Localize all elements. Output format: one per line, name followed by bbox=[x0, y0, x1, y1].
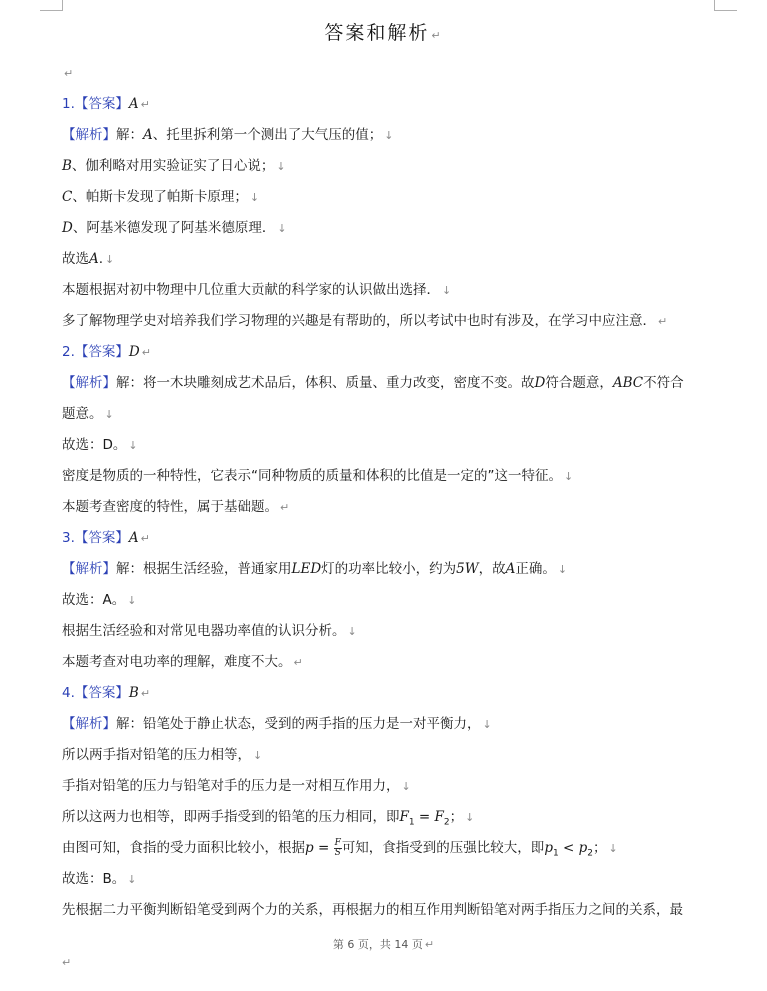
q4-answer-line: 4.【答案】B ↵ bbox=[62, 685, 151, 701]
q4-analysis-line-1: 【解析】解：铅笔处于静止状态，受到的两手指的压力是一对平衡力， ↓ bbox=[62, 716, 492, 732]
document-body bbox=[62, 58, 722, 926]
q2-answer-line: 2.【答案】D ↵ bbox=[62, 344, 151, 360]
q1-choose-line: 故选A. ↓ bbox=[62, 251, 115, 267]
page-corner-mark-right bbox=[714, 0, 737, 11]
q1-analysis-line-4: D、阿基米德发现了阿基米德原理． ↓ bbox=[62, 220, 287, 236]
q2-analysis-line-2: 题意。 ↓ bbox=[62, 406, 114, 422]
q4-analysis-line-2: 所以两手指对铅笔的压力相等， ↓ bbox=[62, 747, 263, 763]
q3-comment-2: 本题考查对电功率的理解，难度不大。 ↵ bbox=[62, 654, 303, 670]
q1-analysis-line-1: 【解析】解：A、托里拆利第一个测出了大气压的值； ↓ bbox=[62, 127, 394, 143]
page-footer: 第 6 页，共 14 页 ↵ bbox=[332, 938, 435, 951]
q3-analysis-line-1: 【解析】解：根据生活经验，普通家用LED灯的功率比较小，约为5W，故A正确。 ↓ bbox=[62, 561, 568, 577]
q3-comment-1: 根据生活经验和对常见电器功率值的认识分析。 ↓ bbox=[62, 623, 357, 639]
q2-analysis-line-1: 【解析】解：将一木块雕刻成艺术品后，体积、质量、重力改变，密度不变。故D符合题意，ABC不符合 bbox=[62, 375, 684, 391]
q2-comment-2: 本题考查密度的特性，属于基础题。 ↵ bbox=[62, 499, 290, 515]
q4-analysis-line-5: 由图可知，食指的受力面积比较小，根据p = $\frac{F}{S}$ 可知，食指受到的压强比较大，即$p_1 < p_2$； ↓ bbox=[62, 837, 618, 859]
q4-analysis-line-3: 手指对铅笔的压力与铅笔对手的压力是一对相互作用力， ↓ bbox=[62, 778, 411, 794]
q1-comment-2: 多了解物理学史对培养我们学习物理的兴趣是有帮助的，所以考试中也时有涉及，在学习中应注意． ↵ bbox=[62, 313, 668, 329]
q4-analysis-line-4: 所以这两力也相等，即两手指受到的铅笔的压力相同，即$F_1 = F_2$； ↓ bbox=[62, 809, 475, 828]
q2-comment-1: 密度是物质的一种特性，它表示“同种物质的质量和体积的比值是一定的”这一特征。 ↓ bbox=[62, 468, 574, 484]
q3-choose-line: 故选：A。 ↓ bbox=[62, 592, 137, 608]
page-corner-mark-left bbox=[40, 0, 63, 11]
q2-choose-line: 故选：D。 ↓ bbox=[62, 437, 138, 453]
page-title: 答案和解析 ↵ bbox=[324, 22, 443, 44]
end-paragraph-mark: ↵ bbox=[62, 956, 72, 969]
q4-comment-1: 先根据二力平衡判断铅笔受到两个力的关系，再根据力的相互作用判断铅笔对两手指压力之间的关系，最 bbox=[62, 902, 683, 918]
pressure-formula-fraction: $\frac{F}{S}$ bbox=[334, 837, 341, 858]
q1-answer-line: 1.【答案】A ↵ bbox=[62, 96, 150, 112]
q1-comment-1: 本题根据对初中物理中几位重大贡献的科学家的认识做出选择． ↓ bbox=[62, 282, 452, 298]
q1-analysis-line-3: C、帕斯卡发现了帕斯卡原理； ↓ bbox=[62, 189, 260, 205]
q3-answer-line: 3.【答案】A ↵ bbox=[62, 530, 150, 546]
q1-analysis-line-2: B、伽利略对用实验证实了日心说； ↓ bbox=[62, 158, 286, 174]
blank-line: ↵ bbox=[64, 67, 74, 80]
q4-choose-line: 故选：B。 ↓ bbox=[62, 871, 137, 887]
